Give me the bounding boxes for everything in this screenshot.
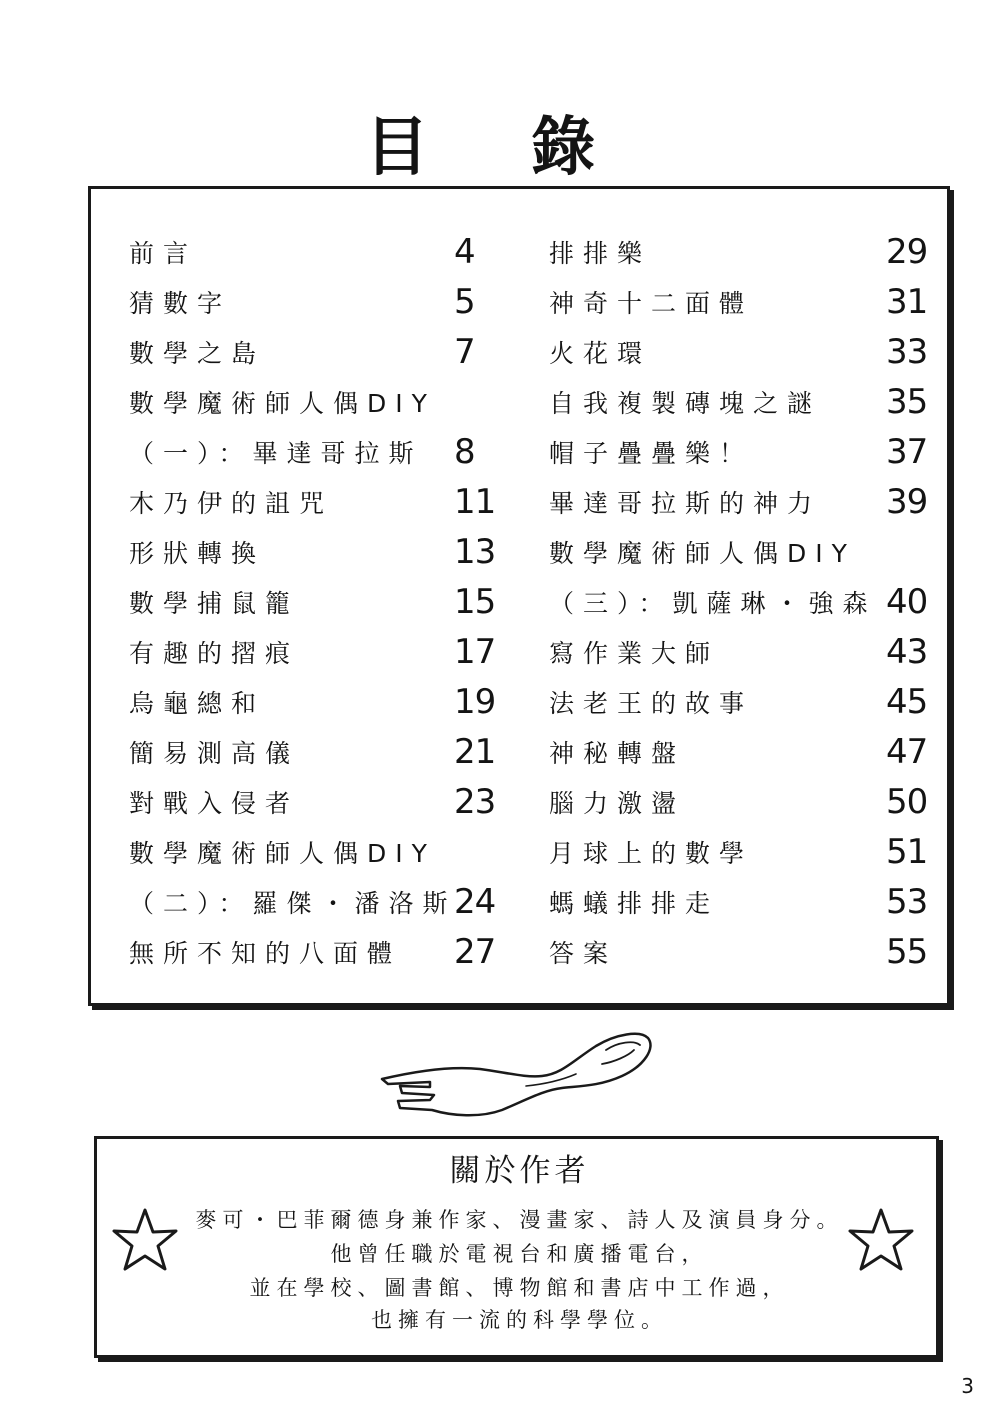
toc-entry-title: 神奇十二面體 [549,289,754,318]
toc-entry-page: 5 [454,282,475,322]
toc-entry[interactable] [549,529,939,579]
toc-entry[interactable] [549,679,939,729]
star-icon [111,1207,179,1273]
toc-entry-page: 7 [454,332,475,372]
toc-entry[interactable] [129,879,529,929]
about-author-box [94,1136,939,1358]
toc-entry-page: 43 [886,632,928,672]
toc-entry-title: 帽子疊疊樂！ [549,439,754,468]
toc-entry-page: 11 [454,482,496,522]
toc-entry-page: 37 [886,432,928,472]
toc-entry-page: 19 [454,682,496,722]
toc-entry-title: 木乃伊的詛咒 [129,489,334,518]
toc-entry-title: 排排樂 [549,239,652,268]
toc-entry[interactable] [129,379,529,429]
toc-entry[interactable] [129,929,529,979]
toc-entry[interactable] [129,479,529,529]
toc-entry-title: 對戰入侵者 [129,789,300,818]
toc-entry-page: 23 [454,782,496,822]
toc-entry-title: 畢達哥拉斯的神力 [549,489,822,518]
page-title: 目 錄 [364,111,636,185]
toc-entry-page: 27 [454,932,496,972]
toc-entry[interactable] [549,279,939,329]
toc-entry-page: 8 [454,432,475,472]
about-line: 並在學校、圖書館、博物館和書店中工作過， [249,1276,790,1300]
toc-entry-page: 31 [886,282,928,322]
toc-entry-title: 無所不知的八面體 [129,939,402,968]
toc-entry[interactable] [549,379,939,429]
toc-entry-title: 月球上的數學 [549,839,754,868]
about-line: 也擁有一流的科學學位。 [371,1308,668,1332]
toc-entry-page: 29 [886,232,928,272]
toc-entry-page: 21 [454,732,496,772]
toc-entry-title: 自我複製磚塊之謎 [549,389,822,418]
about-line: 他曾任職於電視台和廣播電台， [330,1242,709,1266]
toc-entry[interactable] [549,929,939,979]
toc-entry-title: （一）：畢達哥拉斯 [129,439,423,468]
toc-entry[interactable] [129,679,529,729]
about-title: 關於作者 [449,1153,590,1189]
toc-entry-title: 數學魔術師人偶DIY [129,839,436,868]
toc-entry-title: 前言 [129,239,198,268]
toc-entry-title: 寫作業大師 [549,639,720,668]
page-number: 3 [961,1374,974,1398]
toc-entry-page: 24 [454,882,496,922]
toc-entry-page: 47 [886,732,928,772]
toc-entry[interactable] [549,879,939,929]
toc-entry-page: 55 [886,932,928,972]
toc-entry-title: （三）：凱薩琳・強森 [549,589,877,618]
toc-entry-title: 神秘轉盤 [549,739,686,768]
toc-entry-title: 螞蟻排排走 [549,889,720,918]
toc-entry-title: 數學魔術師人偶DIY [129,389,436,418]
toc-entry[interactable] [129,779,529,829]
toc-entry-page: 15 [454,582,496,622]
toc-entry-title: 腦力激盪 [549,789,686,818]
toc-entry-page: 39 [886,482,928,522]
toc-entry[interactable] [549,579,939,629]
toc-entry-title: （二）：羅傑・潘洛斯 [129,889,457,918]
toc-entry[interactable] [129,829,529,879]
toc-entry-page: 17 [454,632,496,672]
toc-entry[interactable] [549,829,939,879]
toc-entry[interactable] [549,779,939,829]
toc-entry[interactable] [549,429,939,479]
toc-entry[interactable] [549,229,939,279]
toc-entry-page: 33 [886,332,928,372]
toc-entry-title: 烏龜總和 [129,689,266,718]
toc-entry[interactable] [129,329,529,379]
toc-entry-title: 數學之島 [129,339,266,368]
toc-entry[interactable] [549,629,939,679]
toc-entry-title: 法老王的故事 [549,689,754,718]
toc-entry-page: 13 [454,532,496,572]
toc-entry[interactable] [549,729,939,779]
toc-entry-page: 53 [886,882,928,922]
toc-entry[interactable] [549,479,939,529]
toc-entry-title: 簡易測高儀 [129,739,300,768]
toc-entry-page: 51 [886,832,928,872]
about-line: 麥可・巴菲爾德身兼作家、漫畫家、詩人及演員身分。 [195,1208,844,1232]
toc-entry-title: 猜數字 [129,289,232,318]
star-icon [847,1207,915,1273]
toc-entry-title: 數學捕鼠籠 [129,589,300,618]
toc-entry[interactable] [129,529,529,579]
table-of-contents [88,186,950,1006]
toc-entry[interactable] [129,629,529,679]
toc-entry-page: 50 [886,782,928,822]
toc-entry-title: 答案 [549,939,618,968]
toc-entry[interactable] [129,229,529,279]
toc-entry-page: 4 [454,232,475,272]
fork-icon [376,1022,654,1122]
toc-entry[interactable] [129,729,529,779]
toc-entry-title: 數學魔術師人偶DIY [549,539,856,568]
toc-entry[interactable] [129,579,529,629]
toc-entry[interactable] [129,279,529,329]
toc-entry-title: 有趣的摺痕 [129,639,300,668]
toc-entry-page: 45 [886,682,928,722]
toc-entry[interactable] [549,329,939,379]
toc-entry-page: 35 [886,382,928,422]
toc-entry-title: 火花環 [549,339,652,368]
toc-entry-title: 形狀轉換 [129,539,266,568]
toc-entry-page: 40 [886,582,928,622]
toc-entry[interactable] [129,429,529,479]
